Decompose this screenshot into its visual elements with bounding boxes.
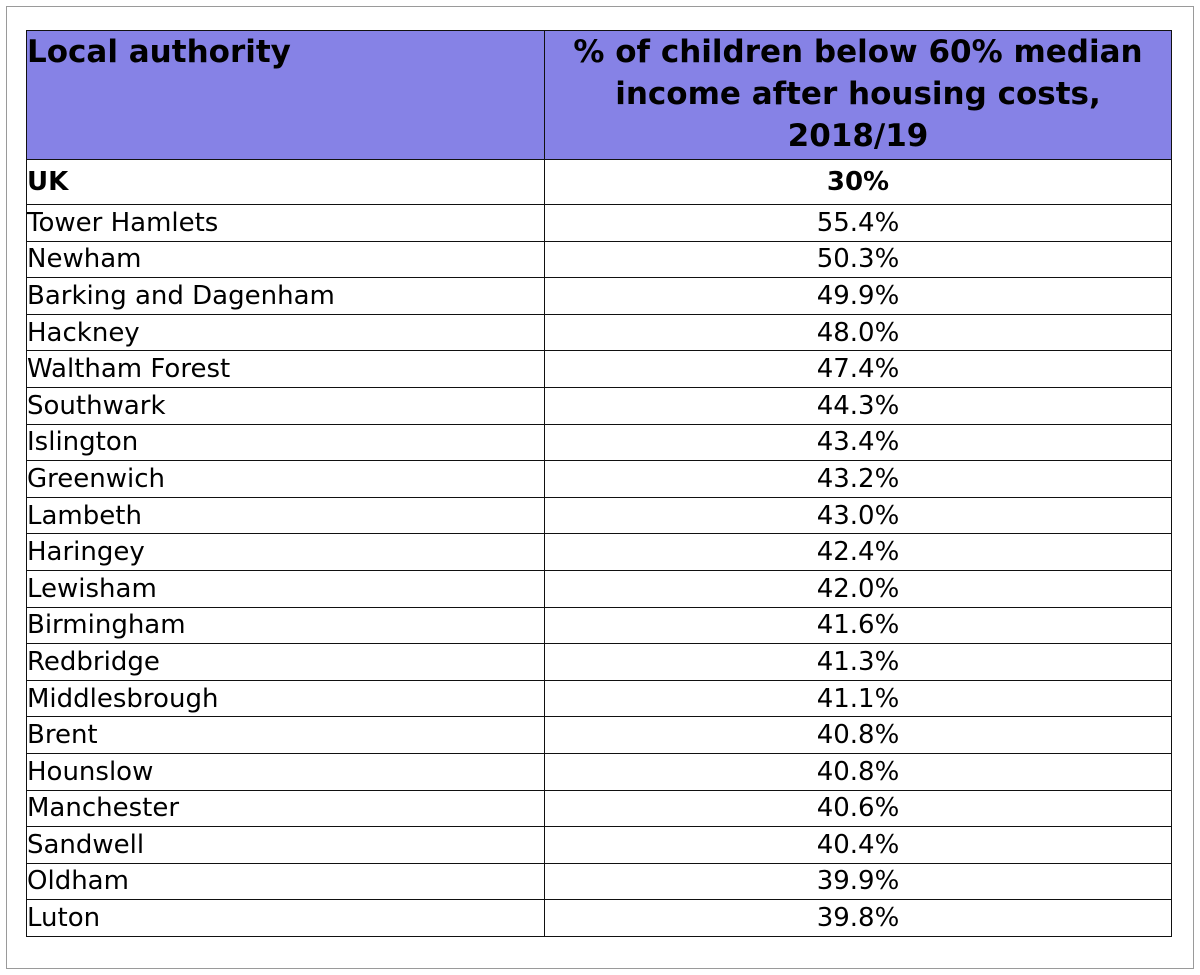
table-row	[27, 790, 1172, 827]
table-row	[27, 205, 1172, 242]
poverty-percentage: 41.6%	[545, 607, 1172, 644]
authority-name: Brent	[27, 717, 545, 754]
table-row	[27, 607, 1172, 644]
table-row-uk	[27, 160, 1172, 205]
header-line: income after housing costs,	[615, 76, 1101, 112]
header-line: 2018/19	[787, 118, 929, 154]
authority-name: Barking and Dagenham	[27, 278, 545, 315]
authority-name: Sandwell	[27, 827, 545, 864]
authority-name: Hounslow	[27, 753, 545, 790]
table-row	[27, 497, 1172, 534]
poverty-percentage: 55.4%	[545, 205, 1172, 242]
child-poverty-table	[26, 30, 1172, 937]
poverty-percentage: 39.8%	[545, 900, 1172, 937]
table-row	[27, 241, 1172, 278]
table-row	[27, 827, 1172, 864]
authority-name: Lewisham	[27, 570, 545, 607]
authority-name: UK	[27, 160, 545, 205]
poverty-percentage: 41.1%	[545, 680, 1172, 717]
table-row	[27, 680, 1172, 717]
poverty-percentage: 47.4%	[545, 351, 1172, 388]
authority-name: Greenwich	[27, 461, 545, 498]
poverty-percentage: 50.3%	[545, 241, 1172, 278]
poverty-percentage: 43.0%	[545, 497, 1172, 534]
authority-name: Hackney	[27, 314, 545, 351]
poverty-percentage: 48.0%	[545, 314, 1172, 351]
authority-name: Haringey	[27, 534, 545, 571]
header-child-poverty-percentage	[545, 31, 1172, 160]
authority-name: Lambeth	[27, 497, 545, 534]
poverty-percentage: 30%	[545, 160, 1172, 205]
poverty-percentage: 40.8%	[545, 753, 1172, 790]
table-row	[27, 314, 1172, 351]
poverty-percentage: 43.4%	[545, 424, 1172, 461]
poverty-percentage: 41.3%	[545, 644, 1172, 681]
authority-name: Oldham	[27, 863, 545, 900]
poverty-percentage: 40.4%	[545, 827, 1172, 864]
poverty-percentage: 42.4%	[545, 534, 1172, 571]
authority-name: Middlesbrough	[27, 680, 545, 717]
poverty-percentage: 40.8%	[545, 717, 1172, 754]
authority-name: Southwark	[27, 387, 545, 424]
poverty-percentage: 40.6%	[545, 790, 1172, 827]
poverty-percentage: 39.9%	[545, 863, 1172, 900]
table-row	[27, 900, 1172, 937]
table-row	[27, 570, 1172, 607]
table-row	[27, 534, 1172, 571]
authority-name: Birmingham	[27, 607, 545, 644]
authority-name: Newham	[27, 241, 545, 278]
table-row	[27, 387, 1172, 424]
authority-name: Manchester	[27, 790, 545, 827]
authority-name: Luton	[27, 900, 545, 937]
table-row	[27, 461, 1172, 498]
table-header-row	[27, 31, 1172, 160]
poverty-percentage: 49.9%	[545, 278, 1172, 315]
poverty-percentage: 43.2%	[545, 461, 1172, 498]
authority-name: Islington	[27, 424, 545, 461]
poverty-percentage: 44.3%	[545, 387, 1172, 424]
table-row	[27, 717, 1172, 754]
header-line: % of children below 60% median	[573, 34, 1143, 70]
table-row	[27, 863, 1172, 900]
table-row	[27, 424, 1172, 461]
authority-name: Redbridge	[27, 644, 545, 681]
authority-name: Waltham Forest	[27, 351, 545, 388]
table-row	[27, 644, 1172, 681]
authority-name: Tower Hamlets	[27, 205, 545, 242]
table-row	[27, 753, 1172, 790]
header-local-authority: Local authority	[27, 31, 545, 160]
table-row	[27, 351, 1172, 388]
table-row	[27, 278, 1172, 315]
poverty-percentage: 42.0%	[545, 570, 1172, 607]
